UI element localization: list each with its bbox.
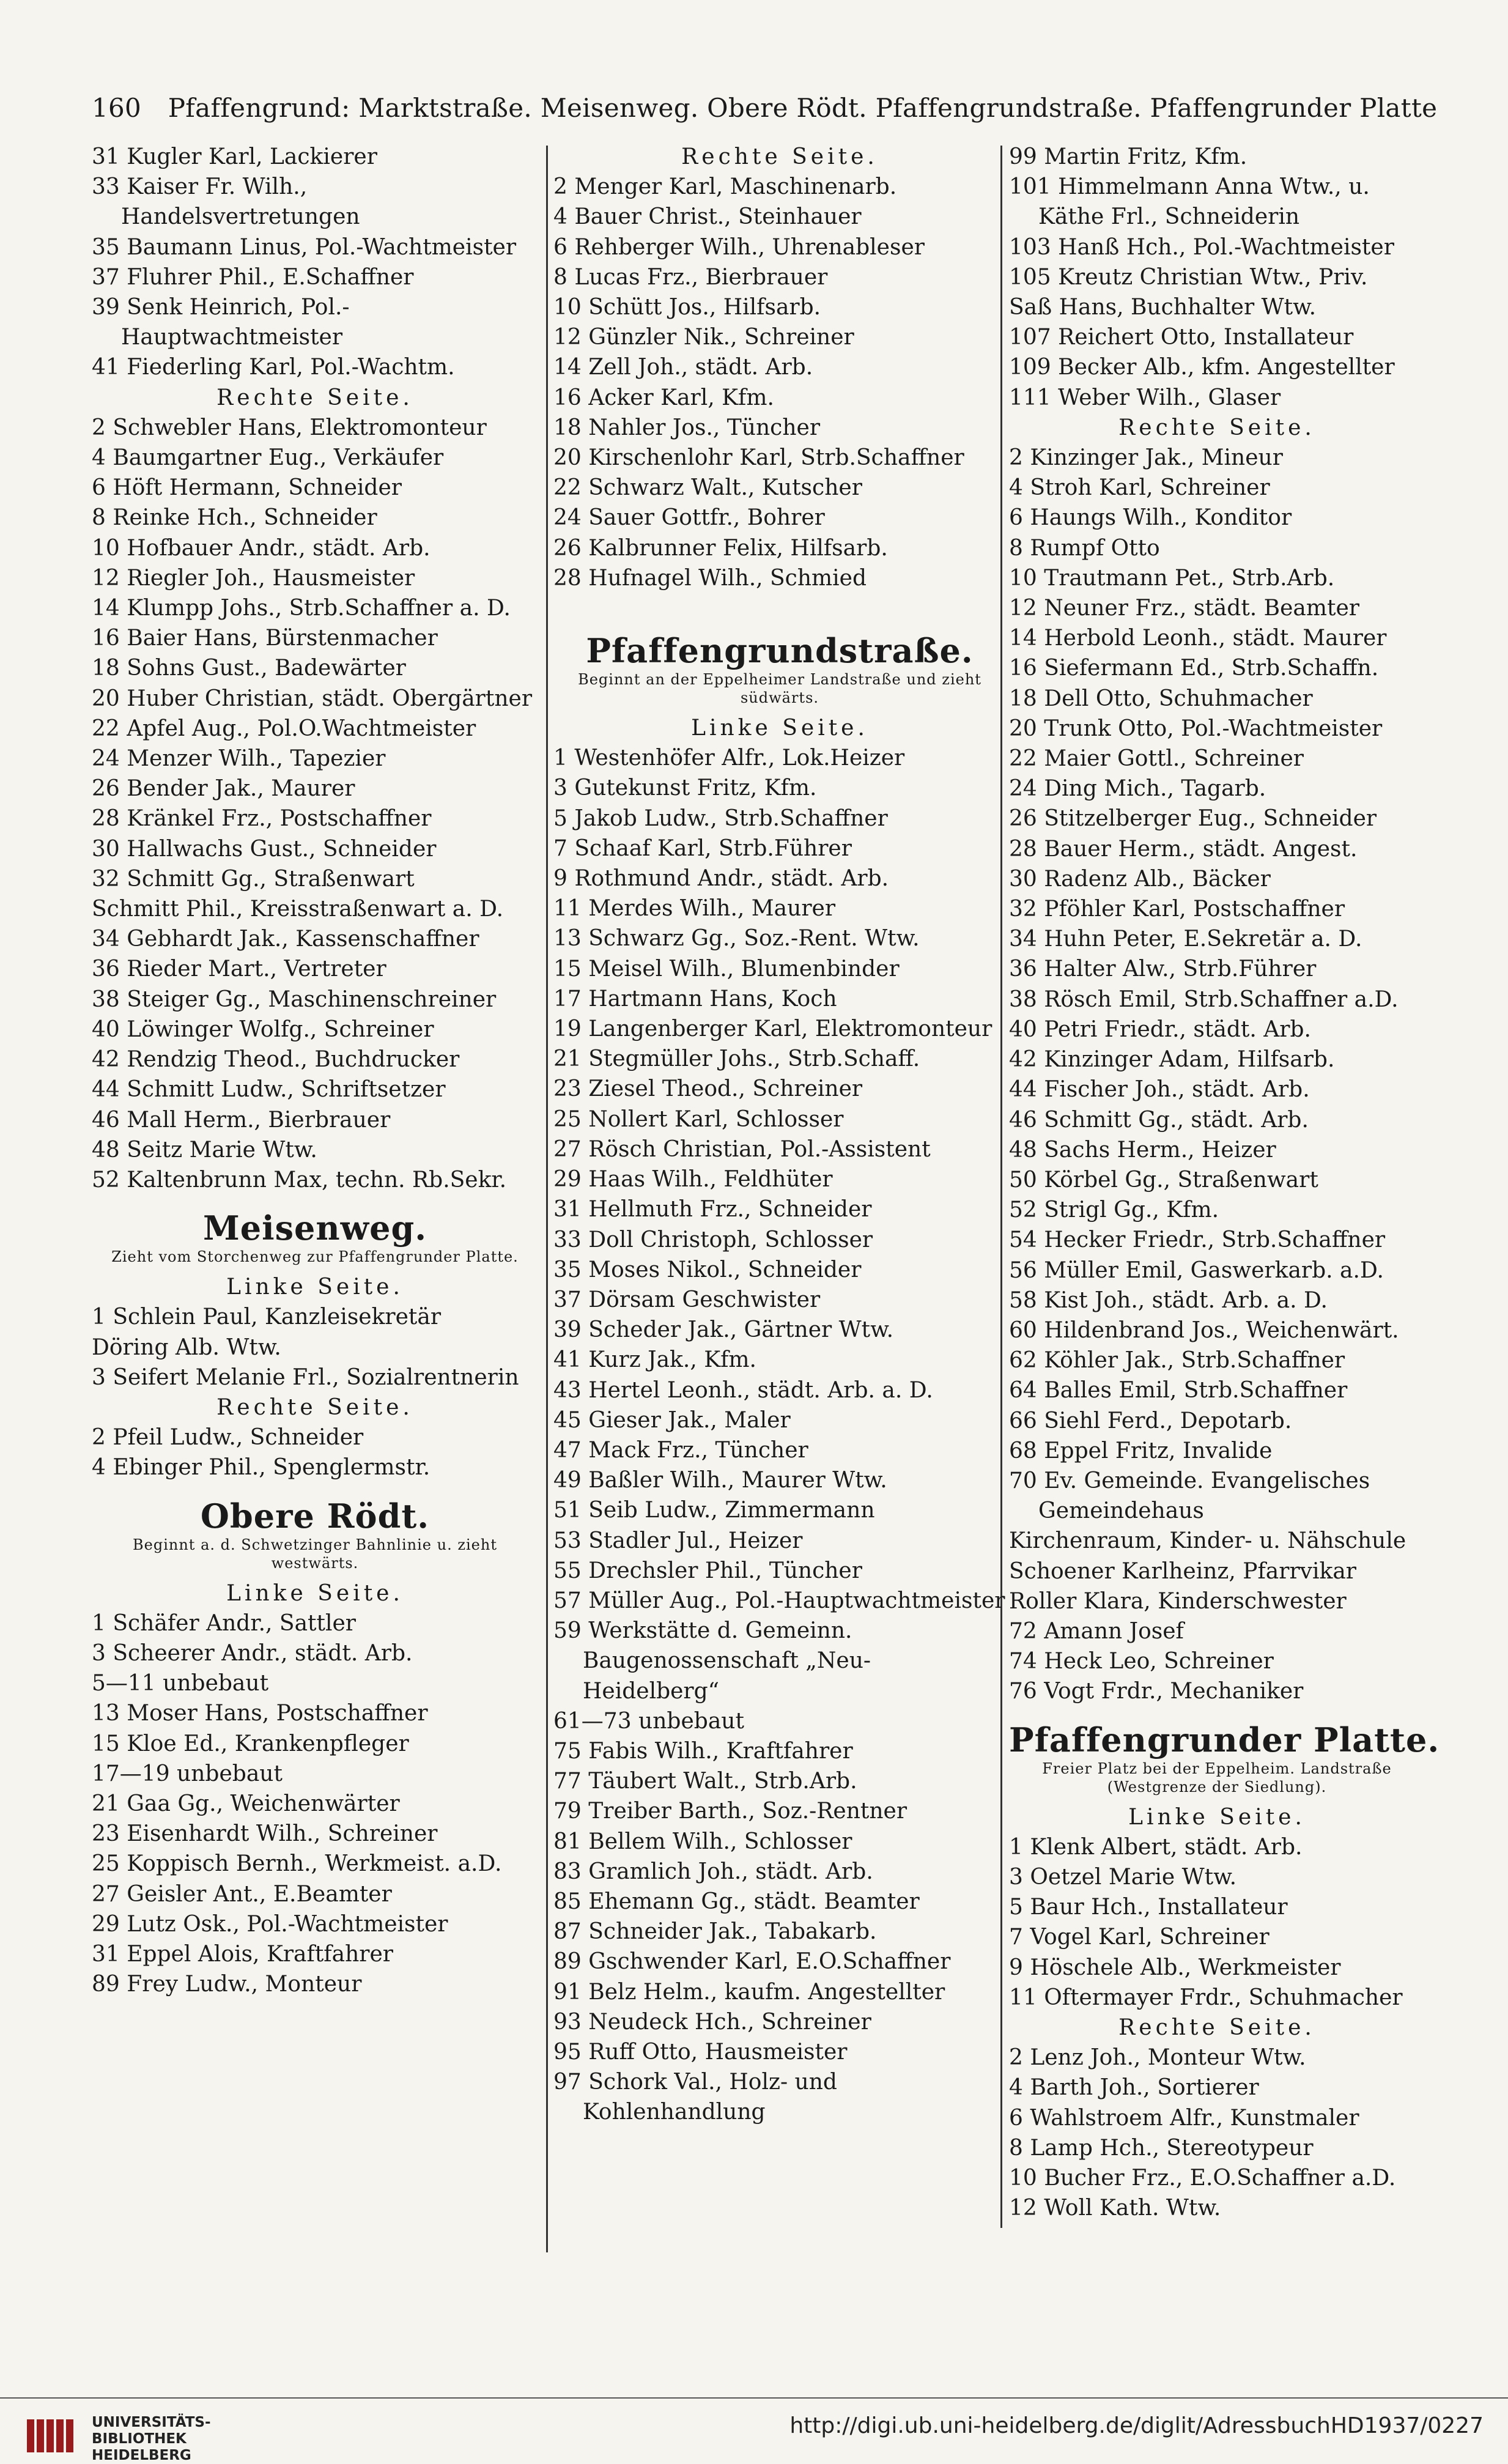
- directory-entry: 40 Löwinger Wolfg., Schreiner: [92, 1016, 434, 1042]
- street-note: Zieht vom Storchenweg zur Pfaffengrunder Platte.: [111, 1248, 519, 1266]
- directory-entry: 14 Herbold Leonh., städt. Maurer: [1009, 626, 1387, 651]
- directory-entry: 103 Hanß Hch., Pol.-Wachtmeister: [1009, 234, 1394, 260]
- directory-entry: 83 Gramlich Joh., städt. Arb.: [553, 1859, 873, 1884]
- directory-entry: Schoener Karlheinz, Pfarrvikar: [1009, 1558, 1357, 1584]
- entries-list: [92, 1423, 538, 1482]
- directory-entry: 33 Doll Christoph, Schlosser: [553, 1227, 873, 1252]
- page-header: [92, 93, 1438, 123]
- directory-entry: 6 Höft Hermann, Schneider: [92, 475, 402, 501]
- street-heading: Obere Rödt.: [200, 1496, 430, 1536]
- directory-entry: 48 Seitz Marie Wtw.: [92, 1137, 317, 1163]
- directory-entry: 8 Lamp Hch., Stereotypeur: [1009, 2135, 1314, 2161]
- directory-entry: 97 Schork Val., Holz- und Kohlenhandlung: [553, 2070, 837, 2125]
- section-label: Linke Seite.: [691, 716, 868, 741]
- directory-entry: 18 Dell Otto, Schuhmacher: [1009, 686, 1313, 711]
- directory-entry: 76 Vogt Frdr., Mechaniker: [1009, 1679, 1304, 1704]
- section-label: Linke Seite.: [226, 1275, 404, 1300]
- section-label: Linke Seite.: [1128, 1804, 1306, 1830]
- directory-entry: 32 Schmitt Gg., Straßenwart: [92, 866, 415, 892]
- directory-entry: 1 Klenk Albert, städt. Arb.: [1009, 1834, 1303, 1860]
- entries-list: [1009, 443, 1425, 1707]
- directory-entry: 111 Weber Wilh., Glaser: [1009, 385, 1281, 410]
- directory-entry: 72 Amann Josef: [1009, 1618, 1184, 1644]
- directory-entry: 26 Bender Jak., Maurer: [92, 776, 355, 802]
- directory-entry: 28 Kränkel Frz., Postschaffner: [92, 806, 432, 832]
- institution-name: [92, 2414, 211, 2464]
- entries-list: [92, 413, 538, 1195]
- directory-entry: 29 Lutz Osk., Pol.-Wachtmeister: [92, 1911, 448, 1937]
- directory-entry: 77 Täubert Walt., Strb.Arb.: [553, 1769, 857, 1794]
- directory-entry: 16 Acker Karl, Kfm.: [553, 385, 774, 410]
- column-1: [92, 142, 538, 1999]
- directory-entry: Schmitt Phil., Kreisstraßenwart a. D.: [92, 897, 504, 922]
- directory-entry: 40 Petri Friedr., städt. Arb.: [1009, 1016, 1311, 1042]
- directory-entry: 25 Nollert Karl, Schlosser: [553, 1106, 844, 1132]
- directory-entry: 22 Schwarz Walt., Kutscher: [553, 475, 862, 501]
- directory-entry: 41 Fiederling Karl, Pol.-Wachtm.: [92, 355, 455, 380]
- directory-entry: 101 Himmelmann Anna Wtw., u. Käthe Frl., Schneiderin: [1009, 174, 1370, 230]
- directory-entry: 4 Baumgartner Eug., Verkäufer: [92, 445, 444, 471]
- directory-entry: 22 Maier Gottl., Schreiner: [1009, 746, 1304, 772]
- entries-list: [553, 172, 1006, 593]
- directory-entry: 43 Hertel Leonh., städt. Arb. a. D.: [553, 1377, 933, 1403]
- directory-entry: 24 Ding Mich., Tagarb.: [1009, 776, 1266, 802]
- entries-list: [553, 743, 1006, 2127]
- section-label: Rechte Seite.: [1118, 2014, 1315, 2040]
- source-url[interactable]: http://digi.ub.uni-heidelberg.de/diglit/AdressbuchHD1937/0227: [789, 2413, 1484, 2438]
- directory-entry: 4 Barth Joh., Sortierer: [1009, 2075, 1259, 2101]
- directory-entry: 6 Rehberger Wilh., Uhrenableser: [553, 234, 925, 260]
- directory-entry: 9 Höschele Alb., Werkmeister: [1009, 1955, 1341, 1980]
- directory-entry: Roller Klara, Kinderschwester: [1009, 1588, 1347, 1614]
- directory-entry: 42 Kinzinger Adam, Hilfsarb.: [1009, 1047, 1335, 1073]
- directory-entry: 3 Gutekunst Fritz, Kfm.: [553, 775, 817, 801]
- directory-entry: 10 Schütt Jos., Hilfsarb.: [553, 295, 821, 320]
- directory-entry: 8 Lucas Frz., Bierbrauer: [553, 264, 828, 290]
- directory-entry: 52 Kaltenbrunn Max, techn. Rb.Sekr.: [92, 1167, 507, 1193]
- directory-entry: 34 Gebhardt Jak., Kassenschaffner: [92, 927, 479, 952]
- directory-entry: 21 Gaa Gg., Weichenwärter: [92, 1791, 400, 1816]
- directory-entry: 60 Hildenbrand Jos., Weichenwärt.: [1009, 1317, 1399, 1343]
- directory-entry: 31 Kugler Karl, Lackierer: [92, 144, 377, 169]
- directory-entry: 17 Hartmann Hans, Koch: [553, 986, 837, 1012]
- street-note: Beginnt an der Eppelheimer Landstraße und zieht südwärts.: [578, 671, 981, 707]
- directory-entry: 2 Schwebler Hans, Elektromonteur: [92, 415, 487, 440]
- institution-line: UNIVERSITÄTS-: [92, 2414, 211, 2430]
- directory-entry: 3 Scheerer Andr., städt. Arb.: [92, 1640, 413, 1666]
- street-heading: Pfaffengrundstraße.: [586, 631, 974, 671]
- directory-entry: 32 Pföhler Karl, Postschaffner: [1009, 897, 1345, 922]
- directory-entry: 2 Lenz Joh., Monteur Wtw.: [1009, 2045, 1306, 2071]
- directory-entry: 7 Schaaf Karl, Strb.Führer: [553, 835, 852, 861]
- library-logo-icon: [22, 2414, 83, 2457]
- directory-entry: 47 Mack Frz., Tüncher: [553, 1437, 808, 1463]
- directory-entry: 45 Gieser Jak., Maler: [553, 1407, 791, 1433]
- directory-entry: 58 Kist Joh., städt. Arb. a. D.: [1009, 1287, 1328, 1313]
- directory-entry: 68 Eppel Fritz, Invalide: [1009, 1438, 1273, 1463]
- entries-list: [1009, 1832, 1425, 2013]
- directory-entry: 15 Meisel Wilh., Blumenbinder: [553, 956, 900, 982]
- section-label: Rechte Seite.: [216, 1394, 413, 1420]
- directory-entry: 15 Kloe Ed., Krankenpfleger: [92, 1731, 409, 1756]
- directory-entry: 39 Senk Heinrich, Pol.-Hauptwachtmeister: [92, 295, 350, 350]
- directory-entry: 30 Hallwachs Gust., Schneider: [92, 836, 437, 862]
- directory-entry: 95 Ruff Otto, Hausmeister: [553, 2039, 848, 2065]
- directory-entry: 17—19 unbebaut: [92, 1761, 283, 1786]
- directory-entry: 23 Ziesel Theod., Schreiner: [553, 1076, 863, 1102]
- directory-entry: 2 Pfeil Ludw., Schneider: [92, 1425, 364, 1451]
- directory-entry: 41 Kurz Jak., Kfm.: [553, 1347, 756, 1373]
- directory-entry: 35 Baumann Linus, Pol.-Wachtmeister: [92, 234, 517, 260]
- directory-entry: 3 Seifert Melanie Frl., Sozialrentnerin: [92, 1364, 519, 1390]
- directory-entry: 10 Bucher Frz., E.O.Schaffner a.D.: [1009, 2166, 1396, 2191]
- directory-entry: 30 Radenz Alb., Bäcker: [1009, 866, 1271, 892]
- directory-entry: 48 Sachs Herm., Heizer: [1009, 1137, 1276, 1163]
- directory-entry: Döring Alb. Wtw.: [92, 1334, 281, 1360]
- institution-line: BIBLIOTHEK: [92, 2431, 187, 2447]
- directory-entry: 11 Merdes Wilh., Maurer: [553, 896, 836, 922]
- directory-entry: 26 Kalbrunner Felix, Hilfsarb.: [553, 535, 888, 561]
- directory-entry: 23 Eisenhardt Wilh., Schreiner: [92, 1821, 438, 1847]
- entries-list: [92, 1608, 538, 2000]
- directory-entry: Saß Hans, Buchhalter Wtw.: [1009, 295, 1317, 320]
- directory-entry: 56 Müller Emil, Gaswerkarb. a.D.: [1009, 1257, 1384, 1283]
- directory-entry: 44 Schmitt Ludw., Schriftsetzer: [92, 1077, 446, 1103]
- directory-entry: 26 Stitzelberger Eug., Schneider: [1009, 806, 1377, 832]
- page-number: 160: [92, 93, 142, 123]
- directory-entry: 36 Rieder Mart., Vertreter: [92, 956, 386, 982]
- directory-entry: 87 Schneider Jak., Tabakarb.: [553, 1919, 877, 1945]
- directory-entry: 4 Ebinger Phil., Spenglermstr.: [92, 1455, 431, 1481]
- directory-entry: 38 Rösch Emil, Strb.Schaffner a.D.: [1009, 986, 1399, 1012]
- directory-entry: 21 Stegmüller Johs., Strb.Schaff.: [553, 1046, 920, 1072]
- column-3: [1009, 142, 1440, 2223]
- directory-entry: 57 Müller Aug., Pol.-Hauptwachtmeister: [553, 1588, 1005, 1613]
- directory-entry: 8 Reinke Hch., Schneider: [92, 505, 377, 531]
- directory-entry: 49 Baßler Wilh., Maurer Wtw.: [553, 1468, 887, 1493]
- directory-entry: 31 Hellmuth Frz., Schneider: [553, 1197, 872, 1223]
- directory-entry: 44 Fischer Joh., städt. Arb.: [1009, 1077, 1310, 1103]
- section-label: Rechte Seite.: [216, 385, 413, 410]
- directory-entry: 42 Rendzig Theod., Buchdrucker: [92, 1047, 460, 1073]
- directory-entry: 16 Baier Hans, Bürstenmacher: [92, 626, 438, 651]
- street-note: Freier Platz bei der Eppelheim. Landstraße (Westgrenze der Siedlung).: [1042, 1759, 1392, 1796]
- directory-entry: 51 Seib Ludw., Zimmermann: [553, 1498, 875, 1523]
- directory-entry: 74 Heck Leo, Schreiner: [1009, 1649, 1274, 1674]
- directory-entry: 11 Oftermayer Frdr., Schuhmacher: [1009, 1985, 1403, 2010]
- directory-entry: 34 Huhn Peter, E.Sekretär a. D.: [1009, 927, 1362, 952]
- directory-entry: 10 Hofbauer Andr., städt. Arb.: [92, 535, 431, 561]
- directory-entry: 81 Bellem Wilh., Schlosser: [553, 1829, 852, 1854]
- directory-entry: 5 Jakob Ludw., Strb.Schaffner: [553, 805, 888, 831]
- directory-entry: 39 Scheder Jak., Gärtner Wtw.: [553, 1317, 894, 1343]
- directory-entry: 20 Trunk Otto, Pol.-Wachtmeister: [1009, 716, 1383, 741]
- directory-entry: 1 Westenhöfer Alfr., Lok.Heizer: [553, 745, 905, 771]
- section-label: Rechte Seite.: [1118, 415, 1315, 440]
- directory-entry: 105 Kreutz Christian Wtw., Priv.: [1009, 264, 1368, 290]
- directory-entry: 38 Steiger Gg., Maschinenschreiner: [92, 986, 497, 1012]
- directory-entry: 7 Vogel Karl, Schreiner: [1009, 1925, 1270, 1950]
- directory-entry: 37 Dörsam Geschwister: [553, 1287, 821, 1312]
- directory-entry: 24 Sauer Gottfr., Bohrer: [553, 505, 825, 531]
- directory-entry: 75 Fabis Wilh., Kraftfahrer: [553, 1738, 853, 1764]
- directory-entry: 27 Rösch Christian, Pol.-Assistent: [553, 1136, 931, 1162]
- directory-entry: 89 Frey Ludw., Monteur: [92, 1972, 362, 1997]
- directory-entry: 55 Drechsler Phil., Tüncher: [553, 1558, 862, 1583]
- directory-entry: 5 Baur Hch., Installateur: [1009, 1895, 1288, 1920]
- directory-entry: 31 Eppel Alois, Kraftfahrer: [92, 1941, 393, 1967]
- section-label: Linke Seite.: [226, 1580, 404, 1606]
- directory-entry: 18 Sohns Gust., Badewärter: [92, 656, 406, 681]
- directory-entry: 66 Siehl Ferd., Depotarb.: [1009, 1408, 1292, 1434]
- directory-entry: 1 Schlein Paul, Kanzleisekretär: [92, 1304, 442, 1330]
- street-note: Beginnt a. d. Schwetzinger Bahnlinie u. zieht westwärts.: [133, 1536, 497, 1572]
- section-label: Rechte Seite.: [681, 144, 878, 169]
- directory-entry: 2 Kinzinger Jak., Mineur: [1009, 445, 1283, 471]
- directory-entry: 13 Moser Hans, Postschaffner: [92, 1701, 428, 1726]
- column-2: [553, 142, 1006, 2128]
- directory-entry: 99 Martin Fritz, Kfm.: [1009, 144, 1247, 169]
- directory-entry: 93 Neudeck Hch., Schreiner: [553, 2009, 871, 2035]
- directory-entry: 52 Strigl Gg., Kfm.: [1009, 1197, 1219, 1223]
- directory-entry: 1 Schäfer Andr., Sattler: [92, 1610, 356, 1636]
- directory-entry: 13 Schwarz Gg., Soz.-Rent. Wtw.: [553, 926, 920, 952]
- directory-entry: 36 Halter Alw., Strb.Führer: [1009, 956, 1317, 982]
- directory-entry: 22 Apfel Aug., Pol.O.Wachtmeister: [92, 716, 476, 741]
- directory-entry: 91 Belz Helm., kaufm. Angestellter: [553, 1979, 945, 2005]
- institution-line: HEIDELBERG: [92, 2447, 191, 2463]
- directory-entry: 16 Siefermann Ed., Strb.Schaffn.: [1009, 656, 1379, 681]
- street-heading: Meisenweg.: [202, 1208, 427, 1248]
- directory-entry: 12 Günzler Nik., Schreiner: [553, 325, 854, 350]
- footer: [0, 2397, 1508, 2464]
- directory-entry: 9 Rothmund Andr., städt. Arb.: [553, 866, 889, 892]
- directory-entry: 3 Oetzel Marie Wtw.: [1009, 1864, 1237, 1890]
- entries-list: [1009, 2043, 1425, 2223]
- directory-entry: 8 Rumpf Otto: [1009, 535, 1160, 561]
- directory-entry: 50 Körbel Gg., Straßenwart: [1009, 1167, 1318, 1193]
- directory-entry: 59 Werkstätte d. Gemeinn. Baugenossenschaft „Neu-Heidelberg“: [553, 1618, 871, 1704]
- directory-entry: 28 Bauer Herm., städt. Angest.: [1009, 836, 1358, 862]
- directory-entry: 64 Balles Emil, Strb.Schaffner: [1009, 1378, 1348, 1404]
- directory-entry: 12 Woll Kath. Wtw.: [1009, 2196, 1221, 2221]
- entries-list: [1009, 142, 1425, 413]
- page-title: Pfaffengrund: Marktstraße. Meisenweg. Obere Rödt. Pfaffengrundstraße. Pfaffengrunder Platte: [168, 93, 1438, 123]
- directory-entry: 27 Geisler Ant., E.Beamter: [92, 1881, 392, 1907]
- directory-entry: 12 Neuner Frz., städt. Beamter: [1009, 596, 1360, 621]
- directory-entry: 10 Trautmann Pet., Strb.Arb.: [1009, 565, 1335, 591]
- directory-entry: 12 Riegler Joh., Hausmeister: [92, 565, 415, 591]
- directory-entry: 61—73 unbebaut: [553, 1708, 744, 1734]
- directory-entry: 54 Hecker Friedr., Strb.Schaffner: [1009, 1227, 1386, 1253]
- directory-entry: 6 Haungs Wilh., Konditor: [1009, 505, 1292, 531]
- column-divider: [546, 146, 548, 2252]
- directory-entry: 18 Nahler Jos., Tüncher: [553, 415, 821, 440]
- directory-entry: 28 Hufnagel Wilh., Schmied: [553, 565, 867, 591]
- directory-entry: 33 Kaiser Fr. Wilh., Handelsvertretungen: [92, 174, 360, 230]
- directory-entry: 20 Kirschenlohr Karl, Strb.Schaffner: [553, 445, 964, 471]
- directory-entry: 20 Huber Christian, städt. Obergärtner: [92, 686, 533, 711]
- directory-entry: 4 Stroh Karl, Schreiner: [1009, 475, 1270, 501]
- directory-entry: 2 Menger Karl, Maschinenarb.: [553, 174, 897, 200]
- directory-entry: 25 Koppisch Bernh., Werkmeist. a.D.: [92, 1851, 502, 1877]
- street-heading: Pfaffengrunder Platte.: [1009, 1720, 1440, 1759]
- directory-entry: 5—11 unbebaut: [92, 1671, 269, 1696]
- directory-entry: 24 Menzer Wilh., Tapezier: [92, 746, 386, 772]
- directory-entry: 19 Langenberger Karl, Elektromonteur: [553, 1016, 992, 1042]
- directory-entry: 70 Ev. Gemeinde. Evangelisches Gemeindehaus: [1009, 1468, 1370, 1524]
- directory-entry: 4 Bauer Christ., Steinhauer: [553, 204, 862, 230]
- directory-entry: 109 Becker Alb., kfm. Angestellter: [1009, 355, 1395, 380]
- directory-entry: 35 Moses Nikol., Schneider: [553, 1257, 862, 1282]
- directory-entry: 14 Klumpp Johs., Strb.Schaffner a. D.: [92, 596, 511, 621]
- entries-list: [92, 142, 538, 383]
- directory-entry: 29 Haas Wilh., Feldhüter: [553, 1167, 833, 1193]
- directory-entry: Kirchenraum, Kinder- u. Nähschule: [1009, 1528, 1406, 1554]
- directory-entry: 46 Schmitt Gg., städt. Arb.: [1009, 1107, 1309, 1133]
- directory-entry: 53 Stadler Jul., Heizer: [553, 1528, 803, 1553]
- directory-entry: 62 Köhler Jak., Strb.Schaffner: [1009, 1348, 1345, 1374]
- directory-entry: 79 Treiber Barth., Soz.-Rentner: [553, 1799, 907, 1824]
- directory-entry: 37 Fluhrer Phil., E.Schaffner: [92, 264, 414, 290]
- directory-entry: 89 Gschwender Karl, E.O.Schaffner: [553, 1949, 951, 1975]
- entries-list: [92, 1302, 538, 1393]
- directory-entry: 14 Zell Joh., städt. Arb.: [553, 355, 813, 380]
- directory-entry: 46 Mall Herm., Bierbrauer: [92, 1107, 391, 1133]
- directory-entry: 85 Ehemann Gg., städt. Beamter: [553, 1889, 920, 1914]
- directory-entry: 107 Reichert Otto, Installateur: [1009, 325, 1354, 350]
- directory-entry: 6 Wahlstroem Alfr., Kunstmaler: [1009, 2105, 1359, 2131]
